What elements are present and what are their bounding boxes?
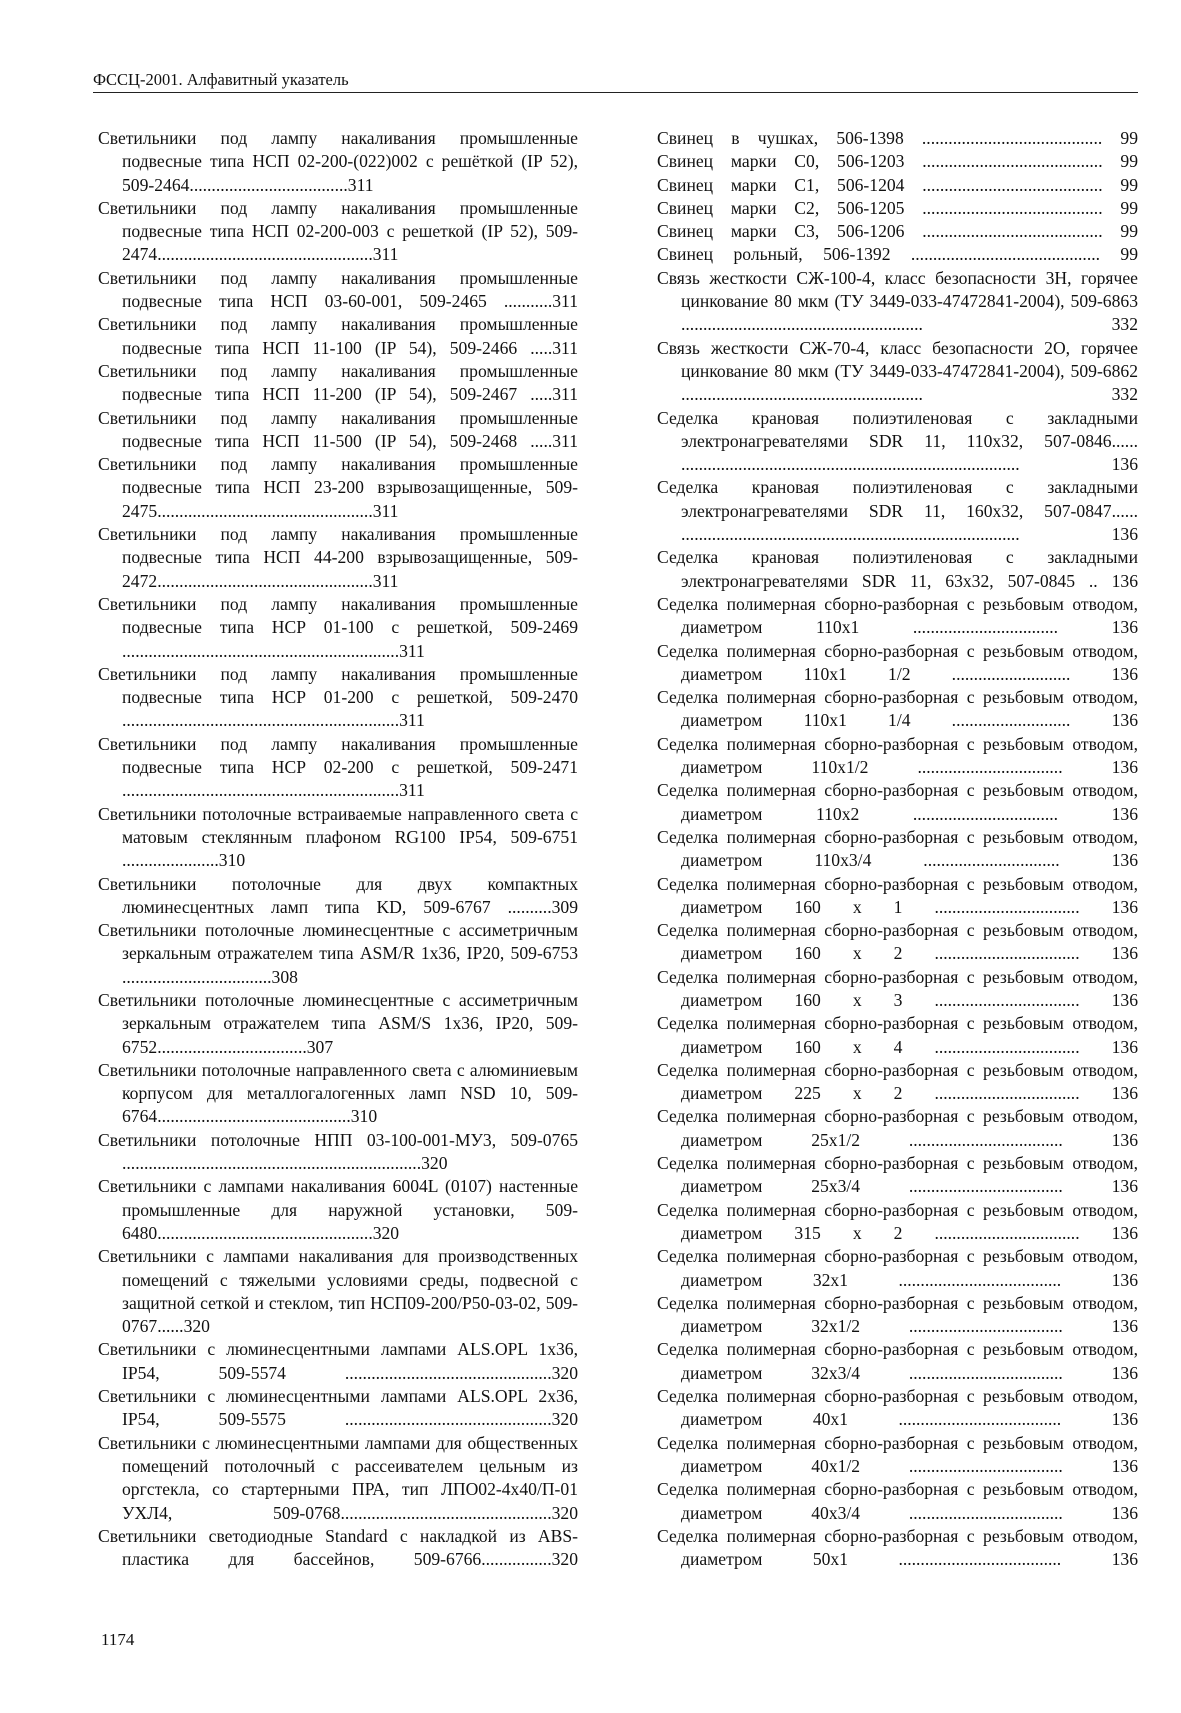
index-entry: Седелка полимерная сборно-разборная с резьбовым отводом, диаметром 32x1 ..................................... 136 (657, 1246, 1138, 1290)
index-entry: Седелка полимерная сборно-разборная с резьбовым отводом, диаметром 315 x 2 ................................. 136 (657, 1199, 1138, 1243)
index-entry: Седелка полимерная сборно-разборная с резьбовым отводом, диаметром 110x1 1/4 ........................... 136 (657, 687, 1138, 731)
index-entry: Седелка полимерная сборно-разборная с резьбовым отводом, диаметром 110x1/2 ................................. 136 (657, 733, 1138, 778)
index-entry: Светильники потолочные направленного света с алюминиевым корпусом для металлогалогенных ламп NSD 10, 509-6764............................................310 (98, 1059, 578, 1127)
index-entry: Светильники с люминесцентными лампами ALS.OPL 2x36, IP54, 509-5575 ...............................................320 (98, 1386, 578, 1430)
index-entry: Свинец марки С3, 506-1206 ......................................... 99 (657, 221, 1138, 242)
index-entry: Седелка полимерная сборно-разборная с резьбовым отводом, диаметром 40x1/2 ................................... 136 (657, 1432, 1138, 1476)
index-entry: Свинец марки С2, 506-1205 ......................................... 99 (657, 197, 1138, 218)
index-entry: Светильники потолочные встраиваемые направленного света с матовым стеклянным плафоном RG100 IP54, 509-6751 ......................310 (98, 803, 578, 871)
index-entry: Свинец марки С0, 506-1203 ......................................... 99 (657, 151, 1138, 172)
index-entry: Светильники под лампу накаливания промышленные подвесные типа НСР 01-200 с решеткой, 509-2470 ...............................................................311 (98, 663, 578, 731)
index-entry: Светильники под лампу накаливания промышленные подвесные типа НСП 11-100 (IP 54), 509-2466 .....311 (98, 314, 578, 358)
index-entry: Седелка полимерная сборно-разборная с резьбовым отводом, диаметром 40x3/4 ................................... 136 (657, 1479, 1138, 1523)
index-entry: Светильники под лампу накаливания промышленные подвесные типа НСП 02-200-(022)002 с решёткой (IP 52), 509-2464....................................311 (98, 128, 578, 195)
index-entry: Седелка полимерная сборно-разборная с резьбовым отводом, диаметром 160 x 3 ................................. 136 (657, 966, 1138, 1010)
index-entry: Светильники потолочные для двух компактных люминесцентных ламп типа KD, 509-6767 ..........309 (98, 873, 578, 917)
index-entry: Связь жесткости СЖ-100-4, класс безопасности 3Н, горячее цинкование 80 мкм (ТУ 3449-033-47472841-2004), 509-6863 ....................................................... 332 (657, 267, 1138, 335)
index-entry: Седелка полимерная сборно-разборная с резьбовым отводом, диаметром 110x1 ................................. 136 (657, 593, 1138, 638)
index-entry: Седелка крановая полиэтиленовая с закладными электронагревателями SDR 11, 63x32, 507-0845 .. 136 (657, 547, 1138, 591)
index-entry: Светильники с лампами накаливания 6004L (0107) настенные промышленные для наружной установки, 509-6480.................................................320 (98, 1176, 578, 1243)
page-number: 1174 (101, 1630, 135, 1649)
index-entry: Седелка крановая полиэтиленовая с закладными электронагревателями SDR 11, 110x32, 507-0846...... ............................................................................. 136 (657, 407, 1138, 475)
index-entry: Светильники под лампу накаливания промышленные подвесные типа НСР 02-200 с решеткой, 509-2471 ...............................................................311 (98, 733, 578, 801)
index-entry: Свинец в чушках, 506-1398 ......................................... 99 (657, 128, 1138, 148)
index-entry: Светильники с лампами накаливания для производственных помещений с тяжелыми условиями среды, подвесной с защитной сеткой и стеклом, тип НСП09-200/Р50-03-02, 509-0767......320 (98, 1246, 578, 1337)
index-entry: Светильники с люминесцентными лампами ALS.OPL 1x36, IP54, 509-5574 ...............................................320 (98, 1339, 578, 1383)
page-header-title: ФССЦ-2001. Алфавитный указатель (93, 70, 349, 89)
index-entry: Седелка полимерная сборно-разборная с резьбовым отводом, диаметром 40x1 ..................................... 136 (657, 1386, 1138, 1430)
index-entry: Свинец рольный, 506-1392 ........................................... 99 (657, 244, 1138, 265)
index-entry: Седелка полимерная сборно-разборная с резьбовым отводом, диаметром 110x2 ................................. 136 (657, 780, 1138, 824)
index-entry: Светильники под лампу накаливания промышленные подвесные типа НСП 03-60-001, 509-2465 ...........311 (98, 267, 578, 312)
index-entry: Седелка полимерная сборно-разборная с резьбовым отводом, диаметром 160 x 2 ................................. 136 (657, 920, 1138, 964)
index-entry: Седелка крановая полиэтиленовая с закладными электронагревателями SDR 11, 160x32, 507-0847...... ............................................................................. 136 (657, 477, 1138, 545)
index-entry: Светильники светодиодные Standard с накладкой из ABS-пластика для бассейнов, 509-6766................320 (98, 1525, 578, 1570)
index-entry: Седелка полимерная сборно-разборная с резьбовым отводом, диаметром 225 x 2 ................................. 136 (657, 1059, 1138, 1104)
index-entry: Седелка полимерная сборно-разборная с резьбовым отводом, диаметром 25x1/2 ................................... 136 (657, 1106, 1138, 1150)
index-entry: Седелка полимерная сборно-разборная с резьбовым отводом, диаметром 160 x 4 ................................. 136 (657, 1013, 1138, 1057)
index-entry: Светильники под лампу накаливания промышленные подвесные типа НСП 02-200-003 с решеткой (IP 52), 509-2474.................................................311 (98, 197, 578, 265)
index-entry: Светильники потолочные НПП 03-100-001-МУ3, 509-0765 ....................................................................320 (98, 1129, 578, 1174)
index-entry: Светильники с люминесцентными лампами для общественных помещений потолочный с рассеивателем цельным из оргстекла, со стартерными ПРА, тип ЛПО02-4x40/П-01 УХЛ4, 509-0768................................................320 (98, 1432, 578, 1523)
index-entry: Седелка полимерная сборно-разборная с резьбовым отводом, диаметром 110x1 1/2 ........................... 136 (657, 640, 1138, 684)
index-column-right (657, 127, 1138, 1571)
index-entry: Светильники под лампу накаливания промышленные подвесные типа НСП 11-500 (IP 54), 509-2468 .....311 (98, 407, 578, 451)
index-entry: Светильники под лампу накаливания промышленные подвесные типа НСП 44-200 взрывозащищенные, 509-2472.................................................311 (98, 524, 578, 591)
index-entry: Седелка полимерная сборно-разборная с резьбовым отводом, диаметром 110x3/4 ............................... 136 (657, 826, 1138, 871)
index-entry: Светильники под лампу накаливания промышленные подвесные типа НСП 23-200 взрывозащищенные, 509-2475.................................................311 (98, 454, 578, 521)
index-column-left (98, 127, 578, 1571)
index-entry: Светильники потолочные люминесцентные с ассиметричным зеркальным отражателем типа ASM/S 1x36, IP20, 509-6752..................................307 (98, 989, 578, 1057)
index-entry: Связь жесткости СЖ-70-4, класс безопасности 2О, горячее цинкование 80 мкм (ТУ 3449-033-47472841-2004), 509-6862 ....................................................... 332 (657, 337, 1138, 405)
index-entry: Светильники потолочные люминесцентные с ассиметричным зеркальным отражателем типа ASM/R 1x36, IP20, 509-6753 ..................................308 (98, 920, 578, 987)
index-entry: Свинец марки С1, 506-1204 ......................................... 99 (657, 174, 1138, 195)
index-entry: Седелка полимерная сборно-разборная с резьбовым отводом, диаметром 160 x 1 ................................. 136 (657, 873, 1138, 917)
index-entry: Светильники под лампу накаливания промышленные подвесные типа НСП 11-200 (IP 54), 509-2467 .....311 (98, 360, 578, 405)
index-entry: Седелка полимерная сборно-разборная с резьбовым отводом, диаметром 32x1/2 ................................... 136 (657, 1292, 1138, 1337)
index-entry: Седелка полимерная сборно-разборная с резьбовым отводом, диаметром 25x3/4 ................................... 136 (657, 1153, 1138, 1197)
index-entry: Седелка полимерная сборно-разборная с резьбовым отводом, диаметром 32x3/4 ................................... 136 (657, 1339, 1138, 1383)
index-entry: Светильники под лампу накаливания промышленные подвесные типа НСР 01-100 с решеткой, 509-2469 ...............................................................311 (98, 593, 578, 661)
index-entry: Седелка полимерная сборно-разборная с резьбовым отводом, диаметром 50x1 ..................................... 136 (657, 1525, 1138, 1570)
page-header (93, 70, 1138, 93)
